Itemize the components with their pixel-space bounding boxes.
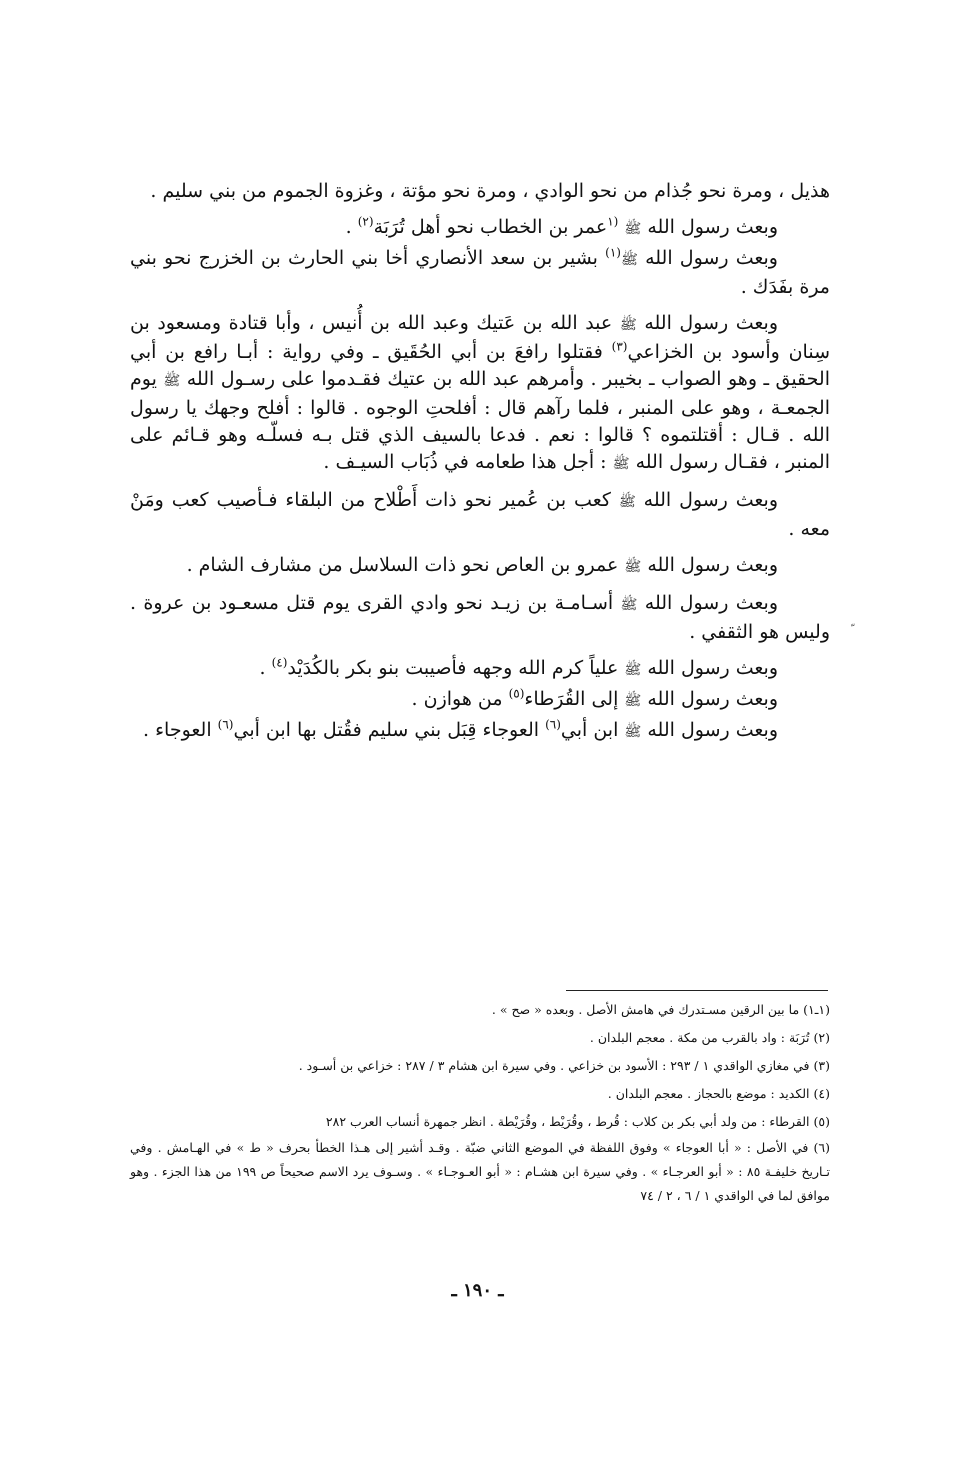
salawat-symbol: ﷺ bbox=[619, 317, 637, 333]
text-run: وبعث رسول الله bbox=[644, 592, 778, 614]
footnote-ref: (٢) bbox=[357, 214, 374, 229]
text-run: عمرو بن العاص نحو ذات السلاسل من مشارف الشام . bbox=[186, 554, 625, 576]
footnotes bbox=[130, 996, 830, 1208]
salawat-symbol: ﷺ bbox=[624, 559, 642, 575]
paragraph-9 bbox=[130, 686, 830, 715]
paragraph-5 bbox=[130, 487, 830, 543]
text-run: وبعث رسول الله bbox=[647, 216, 778, 238]
text-run: عمر بن الخطاب نحو أهل تُرَبَة bbox=[373, 216, 608, 238]
footnote-3: (٣) في مغازي الواقدي ١ / ٢٩٣ : الأسود بن خزاعي . وفي سيرة ابن هشام ٣ / ٢٨٧ : خزاعي بن أسـود . bbox=[298, 1058, 830, 1073]
text-run: وبعث رسول الله bbox=[643, 489, 778, 511]
footnote-ref: (٣) bbox=[611, 339, 628, 354]
salawat-symbol: ﷺ bbox=[624, 221, 642, 237]
salawat-symbol: ﷺ bbox=[620, 252, 638, 268]
text-run: . bbox=[259, 657, 272, 679]
paragraph-3 bbox=[130, 245, 830, 301]
paragraph-4 bbox=[130, 310, 830, 478]
text-run: إلى القُرَطاء bbox=[524, 688, 625, 710]
footnote-ref: (٤) bbox=[271, 655, 288, 670]
text-run: يوم الجمعـة ، وهو على المنبر ، فلما رآهم قال : أفلحتِ الوجوه . قالوا : أفلح وجهك يا رسول الله . قـال : أقتلتموه ؟ قالوا : نعم . فدعا بالسيف الذي قتل بـه فسلّـه وهو قـائم على المنبر ، فقـال رسول الله bbox=[130, 368, 830, 473]
text-run: كعب بن عُمير نحو ذات أَطْلاح من البلقاء فـأصيب كعب ومَنْ معه . bbox=[130, 489, 830, 540]
footnote-2: (٢) تُرَبَة : واد بالقرب من مكة . معجم البلدان . bbox=[589, 1030, 830, 1045]
footnote-ref: (٥) bbox=[508, 686, 525, 701]
footnote-ref: (٦) bbox=[545, 717, 561, 732]
paragraph-6 bbox=[130, 552, 830, 581]
text-run: وبعث رسول الله bbox=[647, 554, 778, 576]
text-run: . bbox=[345, 216, 358, 238]
paragraph-10 bbox=[130, 717, 830, 746]
text-run: وبعث رسول الله bbox=[644, 312, 779, 334]
footnote-4: (٤) الكديد : موضع بالحجاز . معجم البلدان . bbox=[607, 1086, 830, 1101]
footnote-divider bbox=[566, 990, 828, 991]
text-run: بشير بن سعد الأنصاري أخا بني الحارث بن الخزرج نحو بني مرة بفَدَك . bbox=[130, 247, 830, 298]
text-run: فقتلوا رافعَ بن أبي الحُقَيق ـ وفي رواية : أبـا رافع بن أبي الحقيق ـ وهو الصواب ـ بخيبر . وأمرهم عبد الله بن عتيك فقـدموا على رسـول الله bbox=[130, 341, 830, 390]
text-run: وبعث رسول الله bbox=[645, 247, 778, 269]
paragraph-2 bbox=[130, 214, 830, 243]
footnote-6: (٦) في الأصل : « أبا العوجاء » وفوق اللفظة في الموضع الثاني ضبّة . وقـد أشير إلى هـذا الخطأ بحرف « ط » في الهـامش . وفي تـاريخ خليفـة ٨٥ : « أبو العرجـاء » . وفي سيرة ابن هشـام : « أبو العـوجـاء » . وسـوف يرد الاسم صحيحاً ص ١٩٩ من هذا الجزء . وهو موافق لما في الواقدي ١ / ٦ ، ٢ / ٧٤ bbox=[130, 1140, 830, 1203]
text-run: هذيل ، ومرة نحو جُذام من نحو الوادي ، ومرة نحو مؤتة ، وغزوة الجموم من بني سليم . bbox=[150, 180, 830, 202]
salawat-symbol: ﷺ bbox=[612, 456, 630, 472]
footnote-5: (٥) القرطاء : من ولد أبي بكر بن كلاب : قُرط ، وقُرَيْط ، وقُرَيْطة . انظر جمهرة أنساب العرب ٢٨٢ bbox=[325, 1114, 830, 1129]
text-run: من هوازن . bbox=[411, 688, 509, 710]
paragraph-8 bbox=[130, 655, 830, 684]
salawat-symbol: ﷺ bbox=[163, 373, 181, 389]
footnote-ref: (١) bbox=[605, 245, 621, 260]
main-text bbox=[130, 178, 830, 748]
text-run: أسـامـة بن زيـد نحو وادي القرى يوم قتل مسعـود بن عروة . وليس هو الثقفي . bbox=[130, 592, 830, 643]
text-run: العوجاء . bbox=[143, 719, 218, 741]
text-run: ابن أبي bbox=[560, 719, 625, 741]
salawat-symbol: ﷺ bbox=[624, 724, 642, 740]
footnote-1: (١ـ١) ما بين الرقين مسـتدرك في هامش الأصل . وبعده « صح » . bbox=[491, 1002, 830, 1017]
footnote-ref: (٦) bbox=[217, 717, 234, 732]
text-run: عبد الله بن عَتيك وعبد الله بن أُنيس ، وأبا قتادة ومسعود بن سِنان وأسود بن الخزاعي bbox=[130, 312, 831, 363]
salawat-symbol: ﷺ bbox=[624, 693, 642, 709]
text-run: وبعث رسول الله bbox=[647, 719, 778, 741]
page-number: ـ ١٩٠ ـ bbox=[451, 1280, 504, 1301]
salawat-symbol: ﷺ bbox=[618, 494, 636, 510]
text-run: وبعث رسول الله bbox=[647, 657, 778, 679]
paragraph-1 bbox=[130, 178, 830, 205]
salawat-symbol: ﷺ bbox=[624, 662, 642, 678]
footnote-ref: (١ bbox=[607, 214, 619, 229]
text-run: : أجل هذا طعامه في ذُبَاب السيـف . bbox=[323, 451, 613, 473]
text-run: علياً كرم الله وجهه فأصيبت بنو بكر بالكُدَيْد bbox=[287, 657, 625, 679]
text-run: العوجاء قِبَل بني سليم فقُتل بها ابن أبي bbox=[233, 719, 546, 741]
text-run: وبعث رسول الله bbox=[647, 688, 778, 710]
paragraph-7 bbox=[130, 590, 830, 646]
salawat-symbol: ﷺ bbox=[620, 597, 638, 613]
